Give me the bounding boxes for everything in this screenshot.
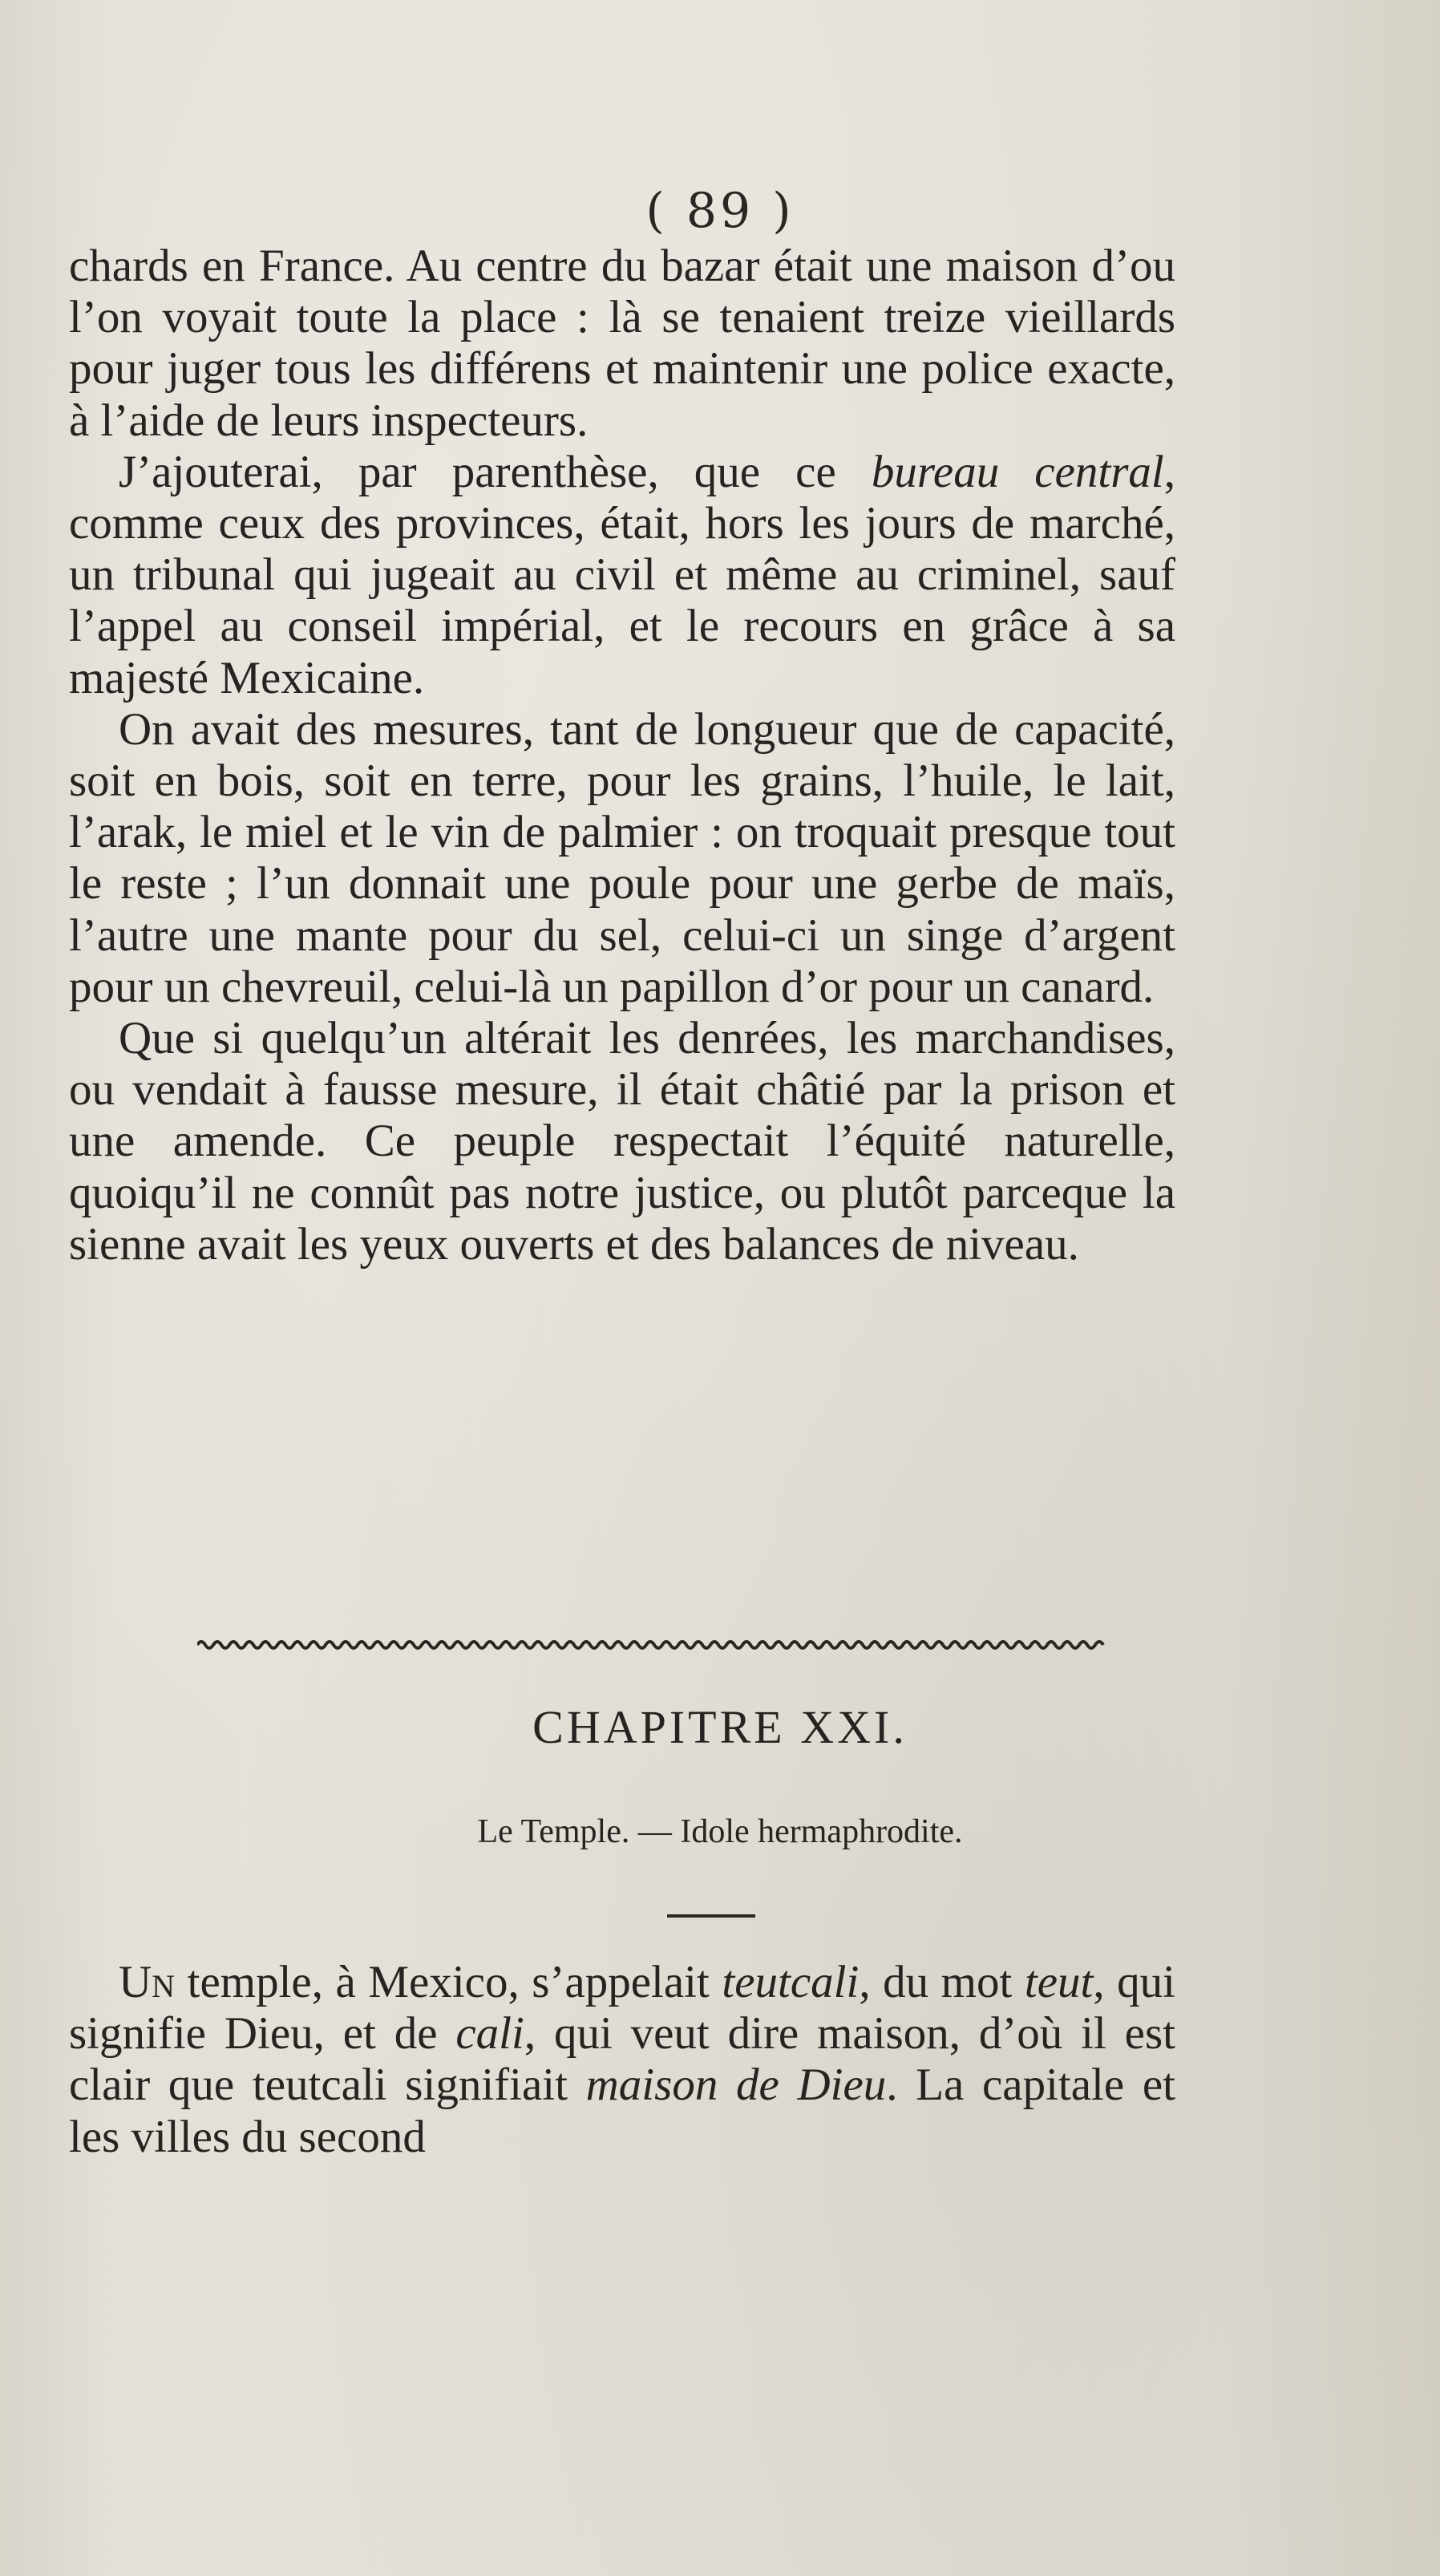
opening-text-3: , qui signifie Dieu, et de: [69, 1957, 1175, 2060]
short-divider-rule: [667, 1914, 755, 1918]
paragraph-2-italic-term: bureau central: [871, 446, 1164, 497]
term-cali: cali: [455, 2008, 524, 2060]
paragraph-4: [69, 1013, 1175, 1270]
term-teutcali: teutcali: [722, 1957, 860, 2007]
opening-text-5: . La capitale et les villes du second: [69, 2060, 1175, 2162]
paragraph-1-text: chards en France. Au centre du bazar était une maison d’ou l’on voyait toute la place : là se tenaient treize vieillards pour juger tous les différens et maintenir une police exacte, à l’aide de leurs inspecteurs.: [69, 241, 1175, 446]
paragraph-2-text-a: J’ajouterai, par parenthèse, que ce: [119, 446, 872, 497]
ornamental-wavy-rule: [197, 1636, 1159, 1654]
term-teut: teut: [1024, 1957, 1094, 2007]
chapter-subtitle: Le Temple. — Idole hermaphrodite.: [477, 1813, 963, 1850]
page-number: ( 89 ): [645, 183, 795, 239]
body-text: [69, 241, 1175, 1270]
paragraph-2: [69, 447, 1175, 704]
paragraph-1: [69, 241, 1175, 447]
opening-text-4: , qui veut dire maison, d’où il est clair que teutcali signifiait: [69, 2008, 1175, 2111]
paragraph-3-text: On avait des mesures, tant de longueur que de capacité, soit en bois, soit en terre, pour les grains, l’huile, le lait, l’arak, le miel et le vin de palmier : on troquait presque tout le reste ; l’un donnait une poule pour une gerbe de maïs, l’autre une mante pour du sel, celui-ci un singe d’argent pour un chevreuil, celui-là un papillon d’or pour un canard.: [69, 703, 1175, 1012]
paragraph-4-text: Que si quelqu’un altérait les denrées, les marchandises, ou vendait à fausse mesure, il était châtié par la prison et une amende. Ce peuple respectait l’équité naturelle, quoiqu’il ne connût pas notre justice, ou plutôt parceque la sienne avait les yeux ouverts et des balances de niveau.: [69, 1013, 1175, 1270]
chapter-body: [69, 1957, 1175, 2163]
paragraph-2-text-b: , comme ceux des provinces, était, hors les jours de marché, un tribunal qui jugeait au civil et même au criminel, sauf l’appel au conseil impérial, et le recours en grâce à sa majesté Mexicaine.: [69, 446, 1175, 703]
paragraph-3: [69, 704, 1175, 1013]
chapter-title: CHAPITRE XXI.: [532, 1701, 908, 1753]
opening-word: Un: [119, 1957, 176, 2007]
chapter-opening-paragraph: [69, 1957, 1175, 2163]
opening-text-2: , du mot: [859, 1957, 1025, 2007]
term-maison-de-dieu: maison de Dieu: [585, 2060, 887, 2111]
opening-text-1: temple, à Mexico, s’appelait: [175, 1957, 722, 2007]
